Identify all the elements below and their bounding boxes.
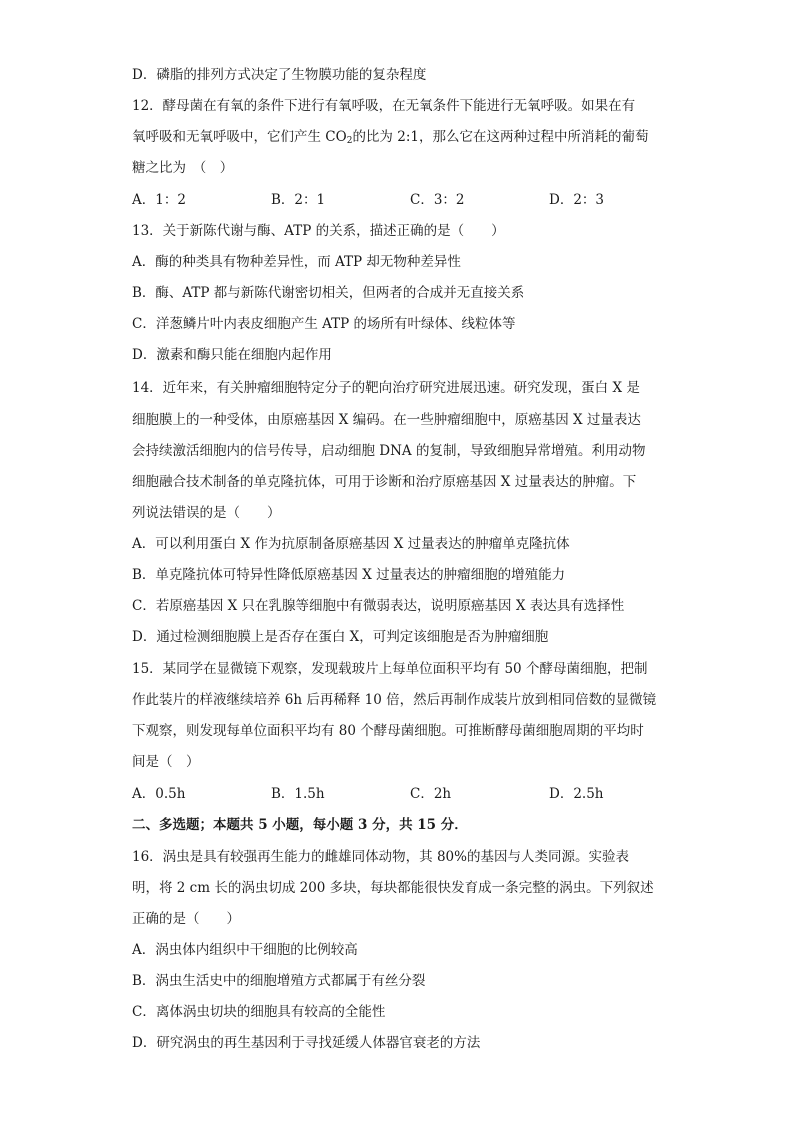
q15-stem-line-2: 作此装片的样液继续培养 6h 后再稀释 10 倍，然后再制作成装片放到相同倍数的显微镜 [132,692,657,708]
q12-stem-line-2-post: 的比为 2:1，那么它在这两种过程中所消耗的葡萄 [352,129,649,145]
q12-option-a: A．1：2 [132,192,186,208]
q12-option-b: B．2：1 [271,192,326,208]
section-heading-multiple-choice: 二、多选题；本题共 5 小题，每小题 3 分，共 15 分． [132,817,468,833]
q12-option-d: D．2：3 [549,192,605,208]
q12-stem-line-1: 12．酵母菌在有氧的条件下进行有氧呼吸，在无氧条件下能进行无氧呼吸。如果在有 [132,98,636,114]
q15-option-a: A．0.5h [132,786,186,802]
q14-stem-line-4: 细胞融合技术制备的单克隆抗体，可用于诊断和治疗原癌基因 X 过量表达的肿瘤。下 [132,474,637,490]
q14-stem-line-2: 细胞膜上的一种受体，由原癌基因 X 编码。在一些肿瘤细胞中，原癌基因 X 过量表达 [132,412,641,428]
q15-stem-line-4: 间是（ ） [132,754,200,770]
q13-option-d: D．激素和酶只能在细胞内起作用 [132,347,332,363]
q16-option-a: A．涡虫体内组织中干细胞的比例较高 [132,942,358,958]
q13-option-a: A．酶的种类具有物种差异性，而 ATP 却无物种差异性 [132,254,461,270]
q14-option-b: B．单克隆抗体可特异性降低原癌基因 X 过量表达的肿瘤细胞的增殖能力 [132,567,566,583]
q16-stem-line-1: 16．涡虫是具有较强再生能力的雌雄同体动物，其 80%的基因与人类同源。实验表 [132,849,629,865]
q11-option-d: D．磷脂的排列方式决定了生物膜功能的复杂程度 [132,67,427,83]
q14-stem-line-1: 14．近年来，有关肿瘤细胞特定分子的靶向治疗研究进展迅速。研究发现，蛋白 X 是 [132,380,640,396]
q15-stem-line-1: 15．某同学在显微镜下观察，发现载玻片上每单位面积平均有 50 个酵母菌细胞，把制 [132,661,648,677]
q12-stem-line-2-pre: 氧呼吸和无氧呼吸中，它们产生 CO [132,129,347,145]
q16-stem-line-3: 正确的是（ ） [132,911,240,927]
q14-stem-line-5: 列说法错误的是（ ） [132,505,281,521]
q12-option-c: C．3：2 [410,192,465,208]
q14-option-a: A．可以利用蛋白 X 作为抗原制备原癌基因 X 过量表达的肿瘤单克隆抗体 [132,536,570,552]
q14-stem-line-3: 会持续激活细胞内的信号传导，启动细胞 DNA 的复制，导致细胞异常增殖。利用动物 [132,443,646,459]
q13-stem: 13．关于新陈代谢与酶、ATP 的关系，描述正确的是（ ） [132,223,505,239]
q16-option-d: D．研究涡虫的再生基因利于寻找延缓人体器官衰老的方法 [132,1035,481,1051]
q15-option-b: B．1.5h [271,786,325,802]
q16-option-b: B．涡虫生活史中的细胞增殖方式都属于有丝分裂 [132,973,426,989]
q12-stem-line-2 [132,127,648,151]
co2-subscript: 2 [346,136,353,146]
q14-option-d: D．通过检测细胞膜上是否存在蛋白 X，可判定该细胞是否为肿瘤细胞 [132,629,549,645]
q15-stem-line-3: 下观察，则发现每单位面积平均有 80 个酵母菌细胞。可推断酵母菌细胞周期的平均时 [132,723,644,739]
q15-option-d: D．2.5h [549,786,604,802]
q14-option-c: C．若原癌基因 X 只在乳腺等细胞中有微弱表达，说明原癌基因 X 表达具有选择性 [132,598,625,614]
q13-option-c: C．洋葱鳞片叶内表皮细胞产生 ATP 的场所有叶绿体、线粒体等 [132,316,516,332]
q15-option-c: C．2h [410,786,452,802]
q13-option-b: B．酶、ATP 都与新陈代谢密切相关，但两者的合成并无直接关系 [132,285,525,301]
q16-stem-line-2: 明，将 2 cm 长的涡虫切成 200 多块，每块都能很快发育成一条完整的涡虫。下列叙述 [132,880,654,896]
q16-option-c: C．离体涡虫切块的细胞具有较高的全能性 [132,1004,386,1020]
q12-stem-line-3: 糖之比为 （ ） [132,160,234,176]
